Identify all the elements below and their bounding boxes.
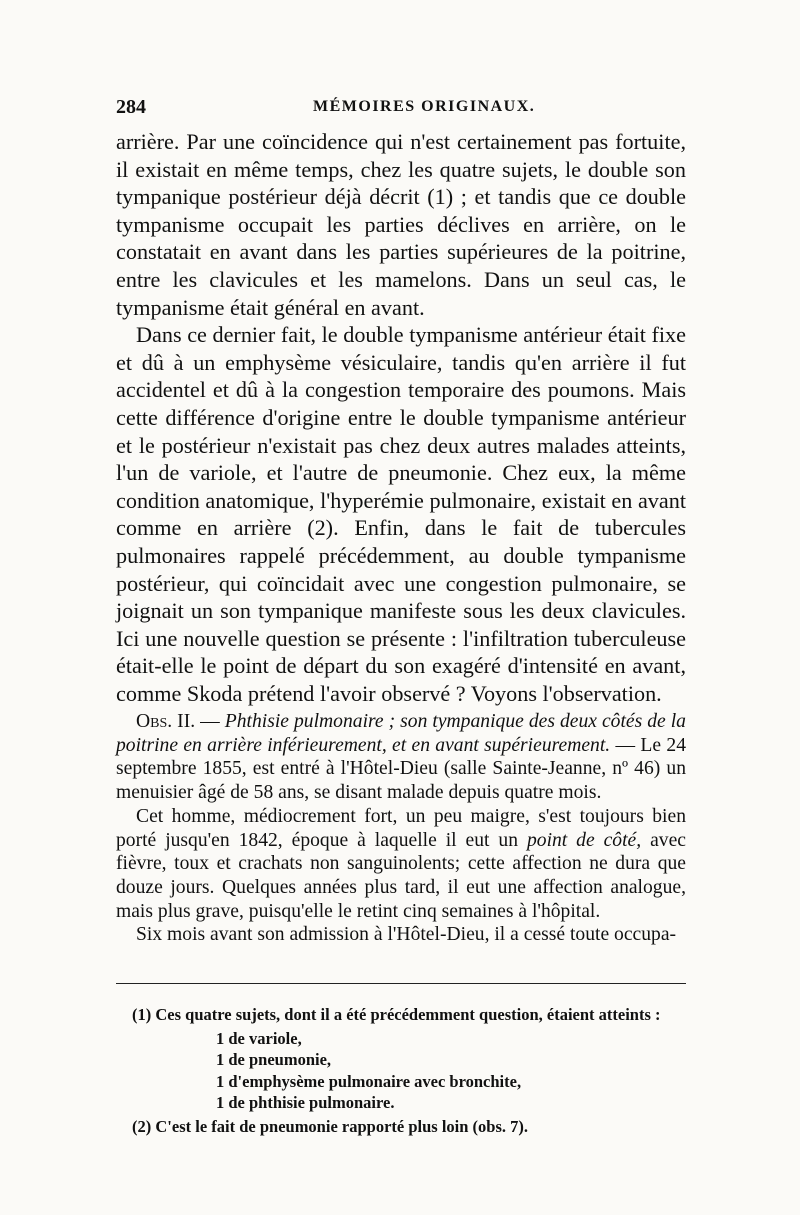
observation-intro: Le 24 septembre 1855, est entré à l'Hôtel-Dieu (salle Sainte-Jeanne, nº 46) un menuisier âgé de 58 ans, se disant malade depuis quatre mois. [116, 734, 686, 804]
observation-intro-paragraph [116, 710, 686, 805]
main-text [116, 128, 686, 707]
observation-dash-2: — [615, 734, 636, 756]
footnote-list-item: 1 de pneumonie, [216, 1050, 332, 1069]
page-header [116, 96, 696, 126]
footnote-list-item: 1 de phthisie pulmonaire. [216, 1093, 395, 1112]
footnote-1-list [216, 1028, 692, 1114]
footnotes [132, 1004, 692, 1137]
paragraph-1: arrière. Par une coïncidence qui n'est certainement pas fortuite, il existait en même temps, chez les quatre sujets, le double son tympanique postérieur déjà décrit (1) ; et tandis que ce double tympanisme occupait les parties déclives en arrière, on le constatait en avant dans les parties supérieures de la poitrine, entre les clavicules et les mamelons. Dans un seul cas, le tympanisme était général en avant. [116, 129, 686, 320]
observation-dash-1: — [200, 711, 220, 732]
page-number: 284 [116, 96, 146, 118]
running-head: MÉMOIRES ORIGINAUX. [313, 98, 536, 115]
observation-para2-start: Cet homme, médiocrement fort, un peu maigre, s'est toujours bien porté jusqu'en 1842, époque à laquelle il eut un [116, 805, 686, 851]
observation-para2-italic: point de côté, [526, 829, 642, 851]
observation-section [116, 710, 686, 947]
observation-label: Obs. II. [136, 711, 196, 732]
footnote-divider [116, 983, 686, 984]
footnote-1: (1) Ces quatre sujets, dont il a été précédemment question, étaient atteints : [132, 1005, 661, 1024]
footnote-list-item: 1 d'emphysème pulmonaire avec bronchite, [216, 1071, 522, 1091]
observation-title: Phthisie pulmonaire ; son tympanique des deux côtés de la poitrine en arrière inférieurement, et en avant supérieurement. [116, 711, 686, 756]
footnote-list-item: 1 de variole, [216, 1028, 302, 1048]
observation-paragraph-3: Six mois avant son admission à l'Hôtel-Dieu, il a cessé toute occupa- [136, 924, 677, 946]
paragraph-2: Dans ce dernier fait, le double tympanisme antérieur était fixe et dû à un emphysème vésiculaire, tandis qu'en arrière il fut accidentel et dû à la congestion temporaire des poumons. Mais cette différence d'origine entre le double tympanisme antérieur et le postérieur n'existait pas chez deux autres malades atteints, l'un de variole, et l'autre de pneumonie. Chez eux, la même condition anatomique, l'hyperémie pulmonaire, existait en avant comme en arrière (2). Enfin, dans le fait de tubercules pulmonaires rappelé précédemment, au double tympanisme postérieur, qui coïncidait avec une congestion pulmonaire, se joignait un son tympanique manifeste sous les deux clavicules. Ici une nouvelle question se présente : l'infiltration tuberculeuse était-elle le point de départ du son exagéré d'intensité en avant, comme Skoda prétend l'avoir observé ? Voyons l'observation. [116, 322, 686, 706]
observation-para2-end: avec fièvre, toux et crachats non sanguinolents; cette affection ne dura que douze jours. Quelques années plus tard, il eut une affection analogue, mais plus grave, puisqu'elle le retint cinq semaines à l'hôpital. [116, 829, 686, 922]
footnote-2: (2) C'est le fait de pneumonie rapporté plus loin (obs. 7). [132, 1116, 528, 1136]
observation-paragraph-2 [116, 805, 686, 924]
